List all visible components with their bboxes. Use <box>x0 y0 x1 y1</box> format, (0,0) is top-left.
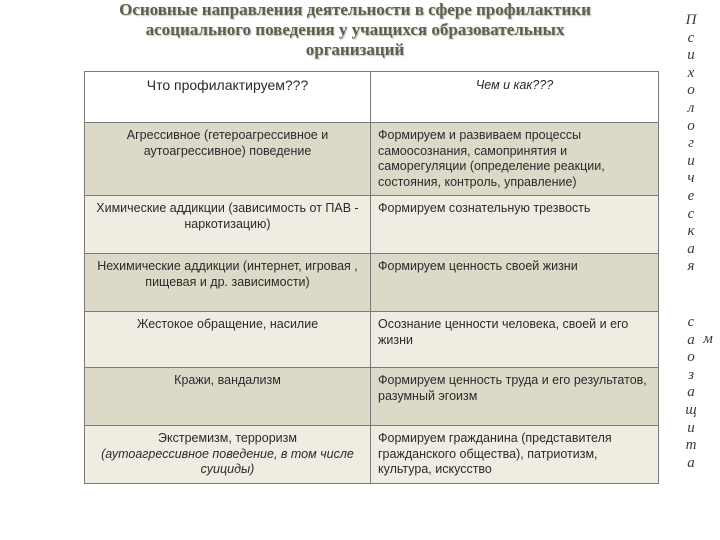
vertical-letter: а <box>687 384 695 401</box>
vertical-letter: о <box>687 349 695 366</box>
cell-what <box>85 368 371 426</box>
vertical-letter: ч <box>687 170 695 187</box>
vertical-letter: и <box>687 47 695 64</box>
cell-what <box>85 196 371 254</box>
prevention-table <box>84 71 659 484</box>
vertical-letter: и <box>687 419 695 436</box>
cell-what <box>85 312 371 368</box>
cell-how: Формируем ценность своей жизни <box>371 254 659 312</box>
vertical-letter: л <box>687 99 695 116</box>
header-what: Что профилактируем??? <box>85 72 371 123</box>
cell-how: Осознание ценности человека, своей и его жизни <box>371 312 659 368</box>
cell-how: Формируем ценность труда и его результатов, разумный эгоизм <box>371 368 659 426</box>
vertical-letter: о <box>687 117 695 134</box>
vertical-letter: е <box>687 187 695 204</box>
vertical-caption-word-1 <box>680 12 702 276</box>
table-header-row <box>85 72 659 123</box>
vertical-letter: с <box>687 205 695 222</box>
vertical-letter: т <box>685 437 697 454</box>
vertical-letter: щ <box>685 401 697 418</box>
what-text: Экстремизм, терроризм <box>158 431 297 445</box>
table-row <box>85 312 659 368</box>
what-text: Химические аддикции (зависимость от ПАВ - наркотизацию) <box>96 201 359 231</box>
vertical-letter: а <box>687 331 695 348</box>
what-text: Агрессивное (гетероагрессивное и аутоагрессивное) поведение <box>126 128 329 158</box>
title-line-1: Основные направления деятельности в сфере профилактики <box>119 0 591 19</box>
cell-how: Формируем и развиваем процессы самоосознания, самопринятия и саморегуляции (определение реакции, состояния, контроль, управление) <box>371 123 659 196</box>
what-text: Кражи, вандализм <box>174 373 281 387</box>
vertical-letter: м <box>703 331 713 347</box>
vertical-letter: П <box>685 12 697 28</box>
what-text: Жестокое обращение, насилие <box>136 317 319 331</box>
vertical-letter: и <box>687 152 695 169</box>
header-how: Чем и как??? <box>371 72 659 123</box>
cell-what <box>85 254 371 312</box>
table-row <box>85 368 659 426</box>
vertical-letter: с <box>687 29 695 46</box>
vertical-caption-offset-letter <box>699 331 717 349</box>
table-row <box>85 254 659 312</box>
vertical-letter: я <box>687 258 695 275</box>
cell-how: Формируем гражданина (представителя гражданского общества), патриотизм, культура, искусство <box>371 426 659 484</box>
title-line-2: асоциального поведения у учащихся образовательных <box>145 20 565 39</box>
title-line-3: организаций <box>305 40 405 59</box>
vertical-letter: а <box>687 454 695 471</box>
cell-how: Формируем сознательную трезвость <box>371 196 659 254</box>
vertical-letter: х <box>687 64 695 81</box>
vertical-letter: г <box>688 135 694 152</box>
table-row <box>85 123 659 196</box>
what-note: (аутоагрессивное поведение, в том числе суициды) <box>101 446 354 476</box>
vertical-letter: а <box>687 240 695 257</box>
table-row <box>85 426 659 484</box>
vertical-letter: с <box>687 314 695 330</box>
vertical-letter: к <box>687 223 695 240</box>
cell-what <box>85 123 371 196</box>
cell-what <box>85 426 371 484</box>
what-text: Нехимические аддикции (интернет, игровая , пищевая и др. зависимости) <box>97 259 358 289</box>
table-row <box>85 196 659 254</box>
vertical-letter: з <box>688 366 694 383</box>
page-title <box>60 0 650 60</box>
vertical-letter: о <box>687 82 695 99</box>
